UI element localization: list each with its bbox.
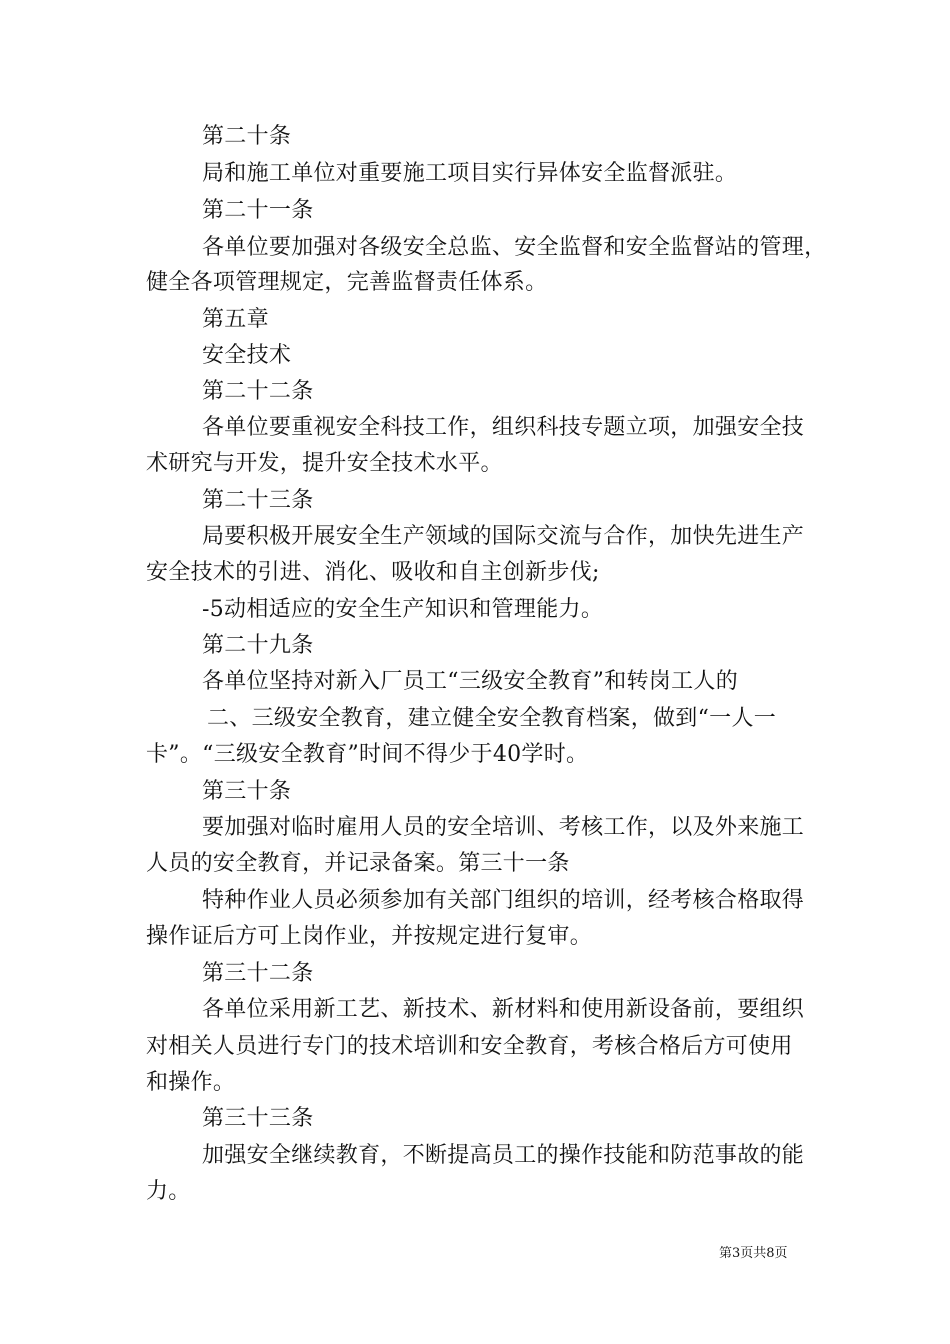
paragraph-line: 术研究与开发，提升安全技术水平。	[146, 451, 503, 476]
paragraph-line: 要加强对临时雇用人员的安全培训、考核工作，以及外来施工	[202, 815, 805, 840]
chapter-title: 安全技术	[202, 343, 292, 368]
article-heading-29: 第二十九条	[202, 633, 314, 658]
paragraph-line: 健全各项管理规定，完善监督责任体系。	[146, 270, 548, 295]
paragraph-line: 局和施工单位对重要施工项目实行异体安全监督派驻。	[202, 161, 738, 186]
article-heading-23: 第二十三条	[202, 488, 314, 513]
article-heading-30: 第三十条	[202, 779, 292, 804]
paragraph-line: 特种作业人员必须参加有关部门组织的培训，经考核合格取得	[202, 888, 805, 913]
article-heading-22: 第二十二条	[202, 379, 314, 404]
article-heading-32: 第三十二条	[202, 961, 314, 986]
paragraph-line: 力。	[146, 1179, 191, 1204]
paragraph-line: 安全技术的引进、消化、吸收和自主创新步伐;	[146, 560, 600, 585]
paragraph-line: 操作证后方可上岗作业，并按规定进行复审。	[146, 924, 593, 949]
paragraph-line: 卡”。“三级安全教育”时间不得少于40学时。	[146, 742, 589, 767]
paragraph-line: 人员的安全教育，并记录备案。第三十一条	[146, 851, 570, 876]
paragraph-line: 各单位要重视安全科技工作，组织科技专题立项，加强安全技	[202, 415, 805, 440]
paragraph-line: 各单位要加强对各级安全总监、安全监督和安全监督站的管理，	[202, 235, 827, 260]
paragraph-line: 和操作。	[146, 1070, 236, 1095]
article-heading-20: 第二十条	[202, 124, 292, 149]
article-heading-21: 第二十一条	[202, 198, 314, 223]
paragraph-line: 加强安全继续教育，不断提高员工的操作技能和防范事故的能	[202, 1143, 805, 1168]
paragraph-line: 各单位采用新工艺、新技术、新材料和使用新设备前，要组织	[202, 997, 805, 1022]
article-heading-33: 第三十三条	[202, 1106, 314, 1131]
paragraph-line: 各单位坚持对新入厂员工“三级安全教育”和转岗工人的	[202, 669, 738, 694]
page-number-footer: 第3页共8页	[719, 1246, 788, 1261]
paragraph-line: 对相关人员进行专门的技术培训和安全教育，考核合格后方可使用	[146, 1034, 793, 1059]
paragraph-line: -5动相适应的安全生产知识和管理能力。	[202, 597, 604, 622]
chapter-heading: 第五章	[202, 307, 269, 332]
paragraph-line: 二、三级安全教育，建立健全安全教育档案，做到“一人一	[207, 706, 777, 731]
paragraph-line: 局要积极开展安全生产领域的国际交流与合作，加快先进生产	[202, 524, 805, 549]
